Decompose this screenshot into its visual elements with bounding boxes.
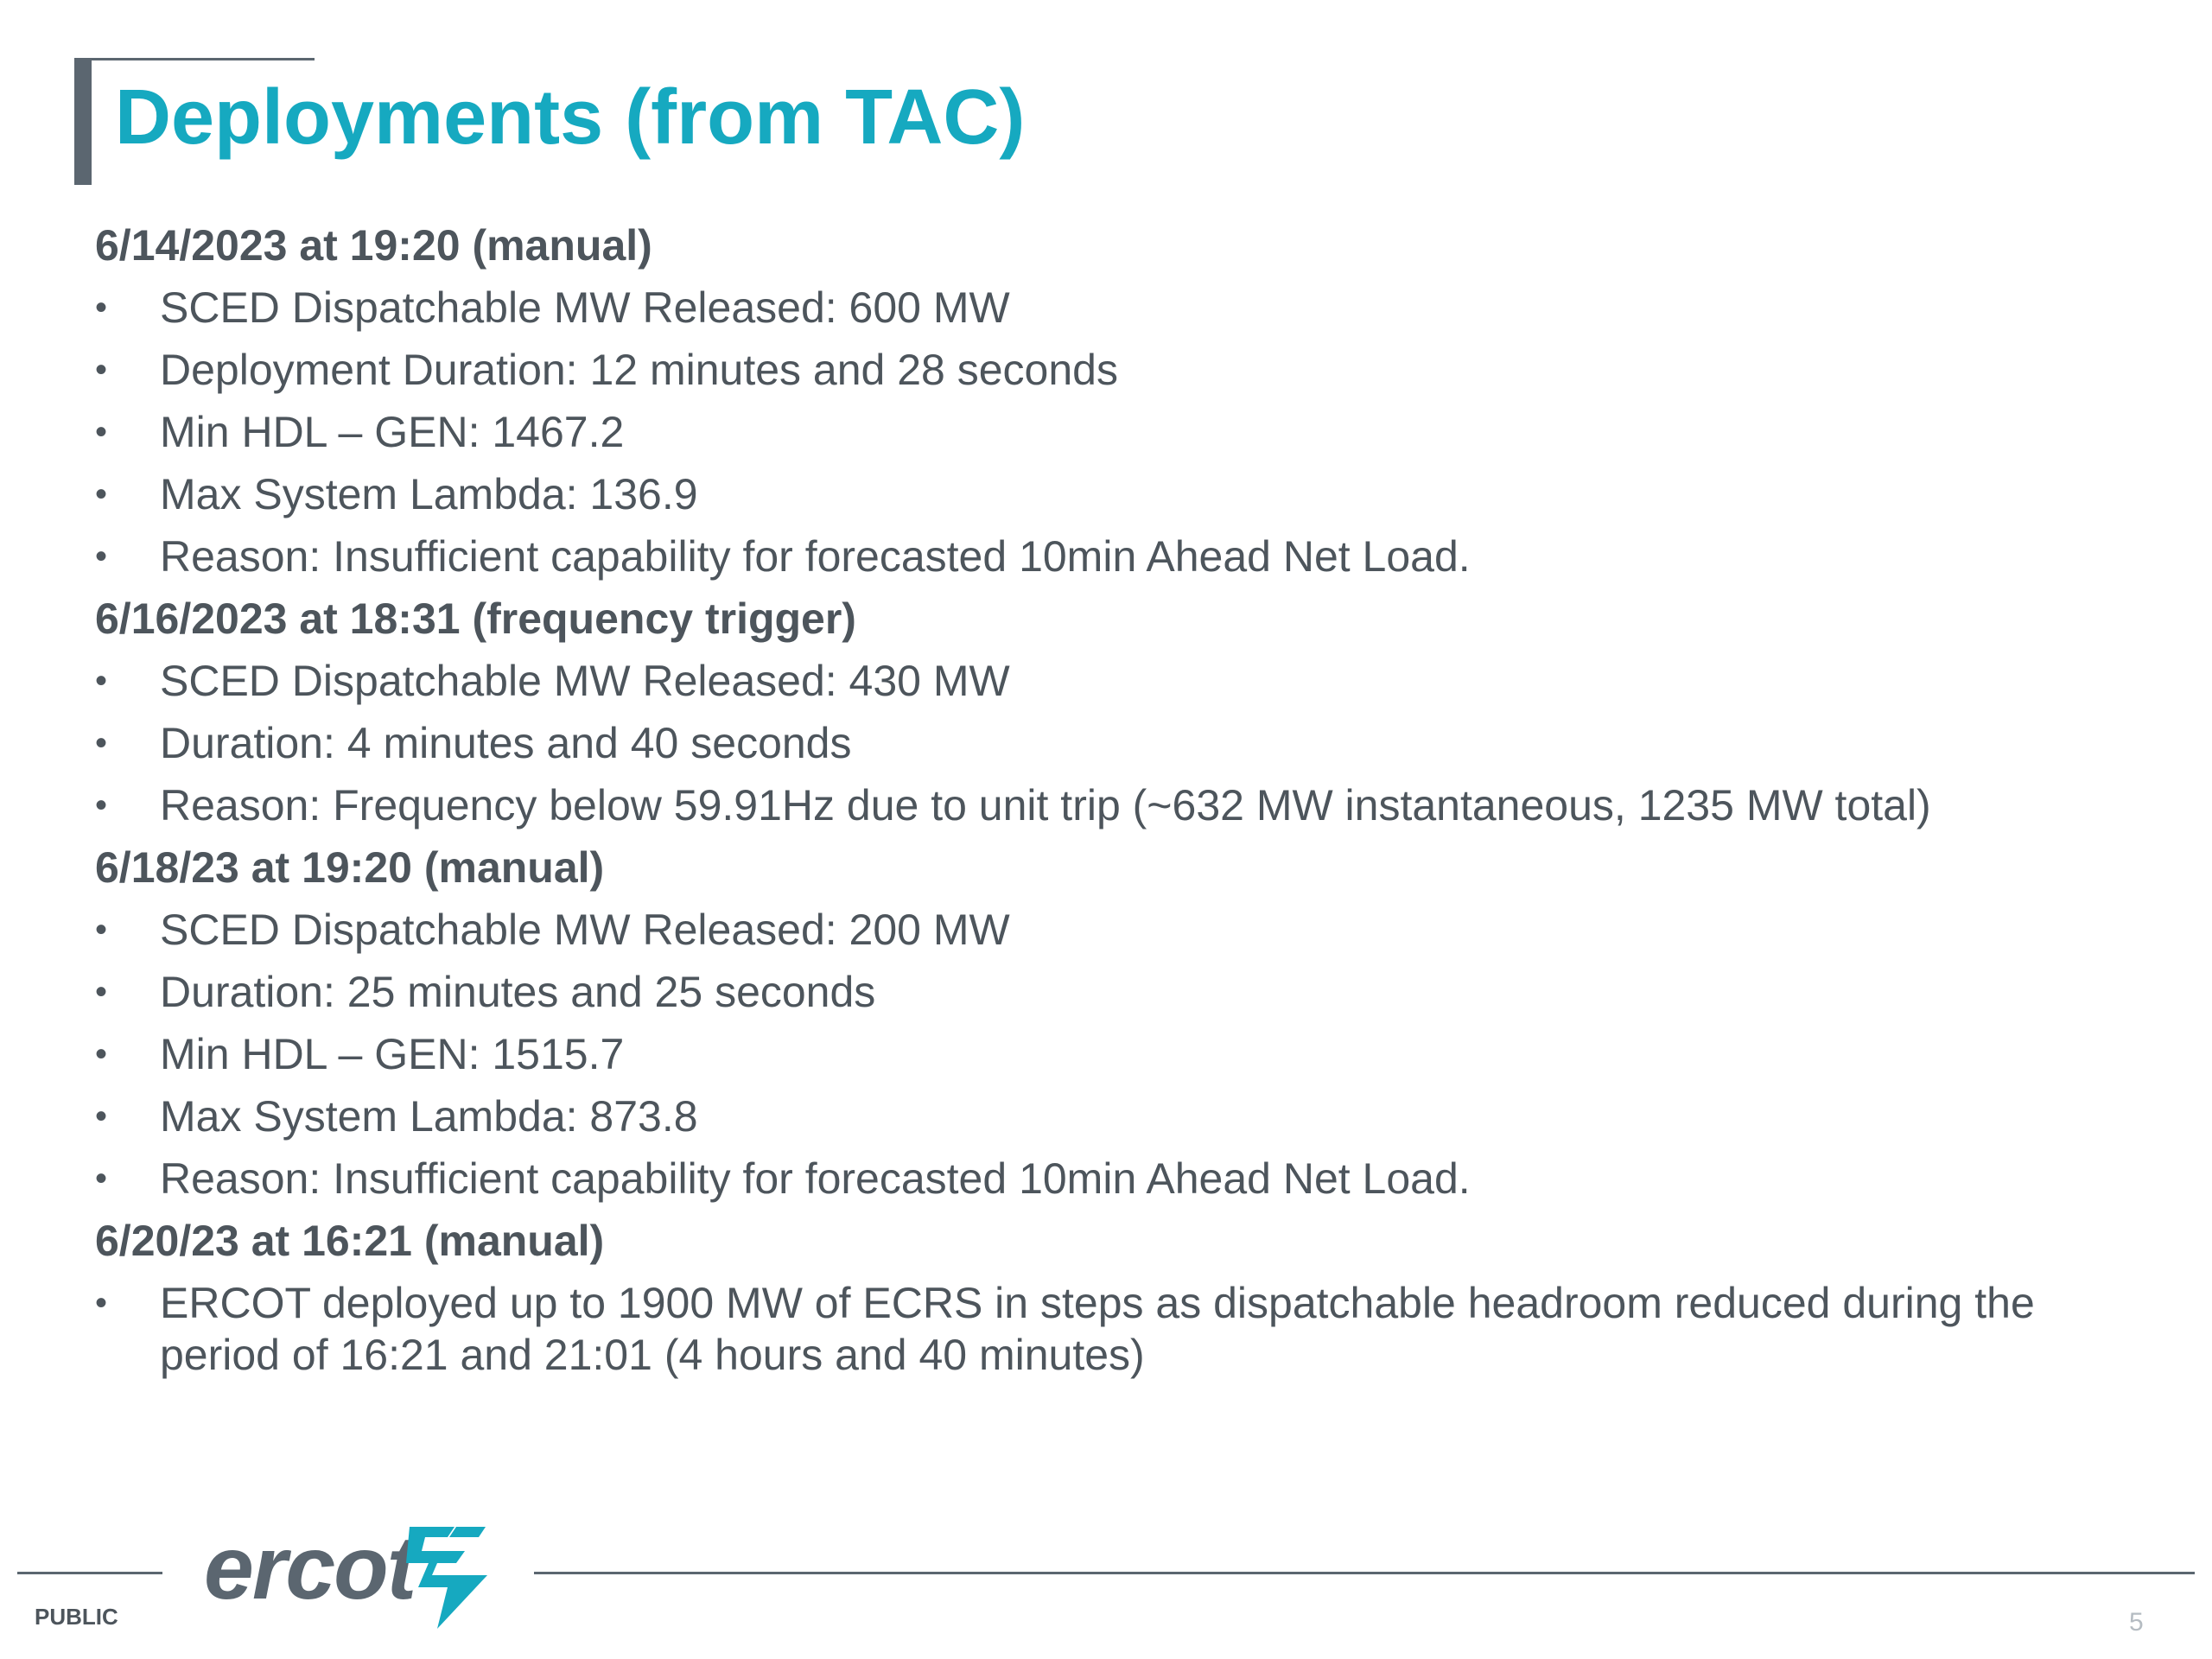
list-item-text: Max System Lambda: 873.8 bbox=[160, 1092, 698, 1141]
list-item bbox=[95, 1023, 2108, 1085]
section-heading: 6/16/2023 at 18:31 (frequency trigger) bbox=[95, 594, 856, 643]
bullet-icon: • bbox=[95, 911, 108, 949]
list-item-text: ERCOT deployed up to 1900 MW of ECRS in steps as dispatchable headroom reduced during the period of 16:21 and 21:01 (4 hours and 40 minutes) bbox=[160, 1279, 2035, 1379]
footer-divider-left bbox=[17, 1572, 162, 1574]
list-item bbox=[95, 276, 2108, 339]
list-item-text: Min HDL – GEN: 1515.7 bbox=[160, 1030, 625, 1078]
bullet-icon: • bbox=[95, 724, 108, 762]
list-item bbox=[95, 650, 2108, 712]
list-item-text: Reason: Insufficient capability for forecasted 10min Ahead Net Load. bbox=[160, 532, 1471, 581]
section-heading: 6/18/23 at 19:20 (manual) bbox=[95, 843, 605, 892]
list-item-text: SCED Dispatchable MW Released: 600 MW bbox=[160, 283, 1010, 332]
list-item bbox=[95, 339, 2108, 401]
bullet-icon: • bbox=[95, 973, 108, 1011]
list-item-text: Deployment Duration: 12 minutes and 28 seconds bbox=[160, 346, 1118, 394]
title-accent-bar bbox=[74, 58, 92, 185]
list-item-text: SCED Dispatchable MW Released: 200 MW bbox=[160, 906, 1010, 954]
bullet-icon: • bbox=[95, 537, 108, 575]
list-item bbox=[95, 1272, 2108, 1381]
classification-label: PUBLIC bbox=[35, 1604, 118, 1630]
list-item bbox=[95, 1085, 2108, 1147]
list-item bbox=[95, 774, 2108, 836]
bullet-icon: • bbox=[95, 351, 108, 389]
bullet-icon: • bbox=[95, 1035, 108, 1073]
logo-wordmark: ercot bbox=[204, 1518, 416, 1618]
list-item-text: SCED Dispatchable MW Released: 430 MW bbox=[160, 657, 1010, 705]
list-item bbox=[95, 961, 2108, 1023]
list-item bbox=[95, 401, 2108, 463]
bullet-icon: • bbox=[95, 1284, 108, 1322]
bullet-icon: • bbox=[95, 662, 108, 700]
ercot-logo bbox=[204, 1516, 498, 1633]
list-item-text: Duration: 4 minutes and 40 seconds bbox=[160, 719, 852, 767]
bullet-icon: • bbox=[95, 475, 108, 513]
bullet-icon: • bbox=[95, 289, 108, 327]
footer-divider-right bbox=[534, 1572, 2195, 1574]
bullet-icon: • bbox=[95, 1160, 108, 1198]
list-item bbox=[95, 712, 2108, 774]
title-accent-rule bbox=[74, 58, 315, 60]
section-heading: 6/20/23 at 16:21 (manual) bbox=[95, 1217, 605, 1265]
page-number: 5 bbox=[2129, 1608, 2144, 1637]
list-item-text: Reason: Frequency below 59.91Hz due to unit trip (~632 MW instantaneous, 1235 MW total) bbox=[160, 781, 1931, 830]
list-item-text: Min HDL – GEN: 1467.2 bbox=[160, 408, 625, 456]
section-heading: 6/14/2023 at 19:20 (manual) bbox=[95, 221, 652, 270]
list-item bbox=[95, 899, 2108, 961]
list-item-text: Duration: 25 minutes and 25 seconds bbox=[160, 968, 876, 1016]
list-item bbox=[95, 1147, 2108, 1210]
slide-title: Deployments (from TAC) bbox=[115, 74, 1026, 161]
ercot-lightning-mark-icon bbox=[403, 1518, 498, 1630]
slide-content bbox=[95, 214, 2108, 1381]
list-item bbox=[95, 463, 2108, 525]
list-item-text: Max System Lambda: 136.9 bbox=[160, 470, 698, 518]
bullet-icon: • bbox=[95, 413, 108, 451]
bullet-icon: • bbox=[95, 1097, 108, 1135]
list-item-text: Reason: Insufficient capability for forecasted 10min Ahead Net Load. bbox=[160, 1154, 1471, 1203]
list-item bbox=[95, 525, 2108, 588]
bullet-icon: • bbox=[95, 786, 108, 824]
